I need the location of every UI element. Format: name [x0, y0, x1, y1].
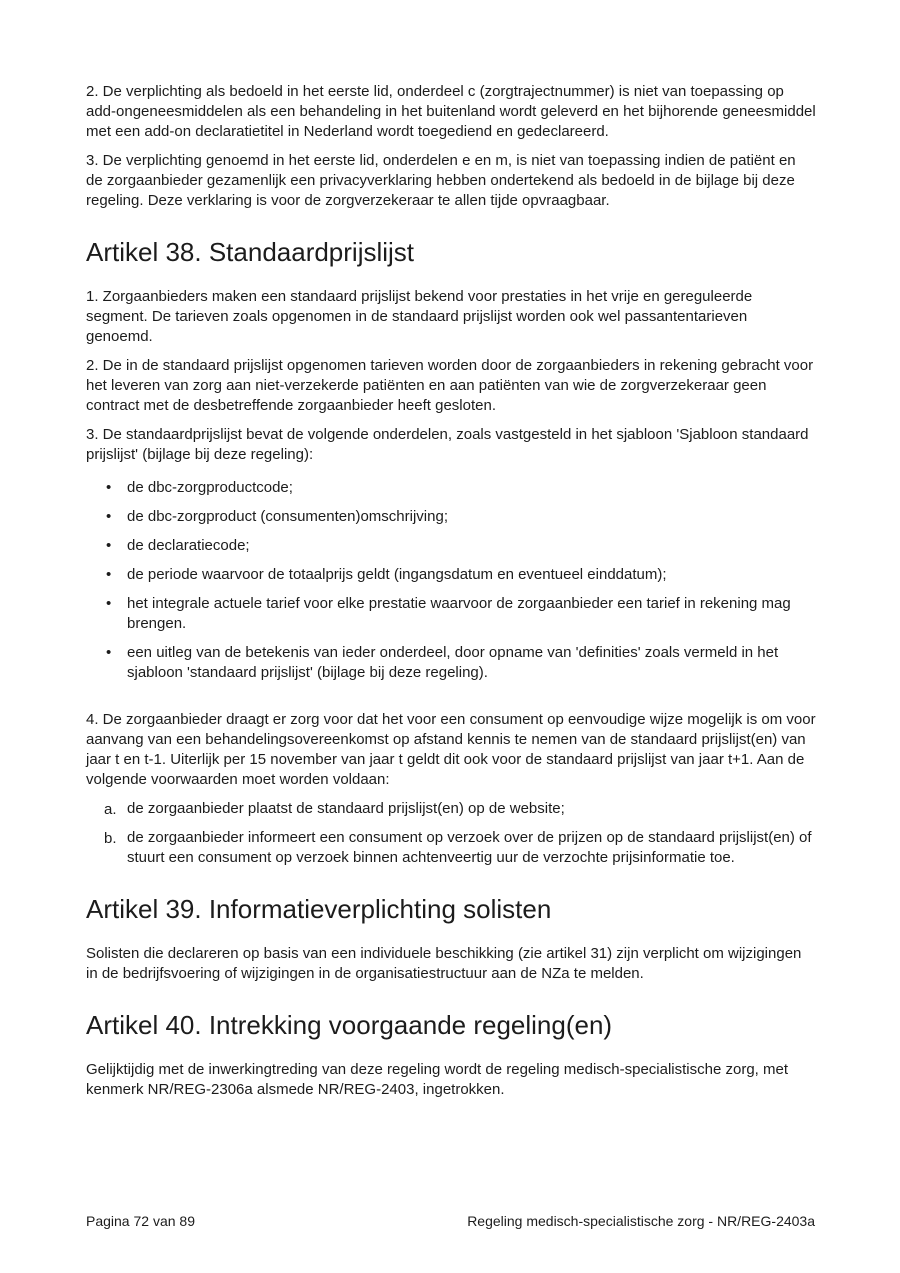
list-item	[86, 478, 816, 498]
bullet-icon: •	[106, 644, 112, 661]
article-38-paragraph-3: 3. De standaardprijslijst bevat de volgende onderdelen, zoals vastgesteld in het sjabloon 'Sjabloon standaard prijslijst' (bijlage bij deze regeling):	[86, 426, 809, 463]
list-item-text: de zorgaanbieder plaatst de standaard prijslijst(en) op de website;	[127, 800, 565, 817]
list-item-text: de dbc-zorgproductcode;	[127, 479, 293, 496]
footer-page-number: Pagina 72 van 89	[86, 1213, 195, 1229]
bullet-icon: •	[106, 537, 112, 554]
list-item-marker: a.	[104, 801, 117, 818]
list-item-marker: b.	[104, 830, 117, 847]
list-item-text: de declaratiecode;	[127, 537, 250, 554]
article-40-title: Artikel 40. Intrekking voorgaande regeling(en)	[86, 1010, 613, 1040]
intro-paragraph-2: 2. De verplichting als bedoeld in het eerste lid, onderdeel c (zorgtrajectnummer) is niet van toepassing op add-ongeneesmiddelen als een behandeling in het buitenland wordt geleverd en het bijhorende geneesmiddel met een add-on declaratietitel in Nederland wordt toegediend en gedeclareerd.	[86, 83, 816, 140]
page-footer	[86, 1212, 815, 1230]
bullet-icon: •	[106, 566, 112, 583]
article-39-paragraph: Solisten die declareren op basis van een individuele beschikking (zie artikel 31) zijn verplicht om wijzigingen in de bedrijfsvoering of wijzigingen in de organisatiestructuur aan de NZa te melden.	[86, 945, 802, 982]
article-40-paragraph: Gelijktijdig met de inwerkingtreding van deze regeling wordt de regeling medisch-specialistische zorg, met kenmerk NR/REG-2306a alsmede NR/REG-2403, ingetrokken.	[86, 1061, 789, 1098]
list-item	[86, 565, 816, 585]
list-item	[86, 507, 816, 527]
page-content	[86, 82, 816, 1109]
list-item	[86, 594, 816, 634]
article-38-paragraph-1: 1. Zorgaanbieders maken een standaard prijslijst bekend voor prestaties in het vrije en gereguleerde segment. De tarieven zoals opgenomen in de standaard prijslijst worden ook wel passantentarieven genoemd.	[86, 288, 753, 345]
footer-document-title: Regeling medisch-specialistische zorg - NR/REG-2403a	[467, 1213, 815, 1229]
bullet-icon: •	[106, 508, 112, 525]
bullet-icon: •	[106, 595, 112, 612]
bullet-icon: •	[106, 479, 112, 496]
list-item-text: de dbc-zorgproduct (consumenten)omschrijving;	[127, 508, 448, 525]
list-item-text: een uitleg van de betekenis van ieder onderdeel, door opname van 'definities' zoals vermeld in het sjabloon 'standaard prijslijst' (bijlage bij deze regeling).	[127, 644, 779, 681]
list-item	[86, 643, 816, 683]
article-38-paragraph-2: 2. De in de standaard prijslijst opgenomen tarieven worden door de zorgaanbieders in rekening gebracht voor het leveren van zorg aan niet-verzekerde patiënten en aan patiënten van wie de zorgverzekeraar geen contract met de desbetreffende zorgaanbieder heeft gesloten.	[86, 357, 814, 414]
list-item-text: de zorgaanbieder informeert een consument op verzoek over de prijzen op de standaard prijslijst(en) of stuurt een consument op verzoek binnen achtenveertig uur de verzochte prijsinformatie toe.	[127, 829, 812, 866]
article-38-paragraph-4: 4. De zorgaanbieder draagt er zorg voor dat het voor een consument op eenvoudige wijze mogelijk is om voor aanvang van een behandelingsovereenkomst op afstand kennis te nemen van de standaard prijslijst(en) van jaar t en t-1. Uiterlijk per 15 november van jaar t geldt dit ook voor de standaard prijslijst van jaar t+1. Aan de volgende voorwaarden moet worden voldaan:	[86, 711, 816, 788]
list-item	[86, 799, 816, 819]
list-item-text: het integrale actuele tarief voor elke prestatie waarvoor de zorgaanbieder een tarief in rekening mag brengen.	[127, 595, 791, 632]
article-38-bullet-list	[86, 478, 816, 683]
article-39-title: Artikel 39. Informatieverplichting solisten	[86, 894, 552, 924]
article-38-title: Artikel 38. Standaardprijslijst	[86, 237, 415, 267]
list-item	[86, 536, 816, 556]
list-item-text: de periode waarvoor de totaalprijs geldt (ingangsdatum en eventueel einddatum);	[127, 566, 667, 583]
article-38-letter-list	[86, 799, 816, 868]
list-item	[86, 828, 816, 868]
intro-paragraph-3: 3. De verplichting genoemd in het eerste lid, onderdelen e en m, is niet van toepassing indien de patiënt en de zorgaanbieder gezamenlijk een privacyverklaring hebben ondertekend als bedoeld in de bijlage bij deze regeling. Deze verklaring is voor de zorgverzekeraar te allen tijde opvraagbaar.	[86, 152, 796, 209]
